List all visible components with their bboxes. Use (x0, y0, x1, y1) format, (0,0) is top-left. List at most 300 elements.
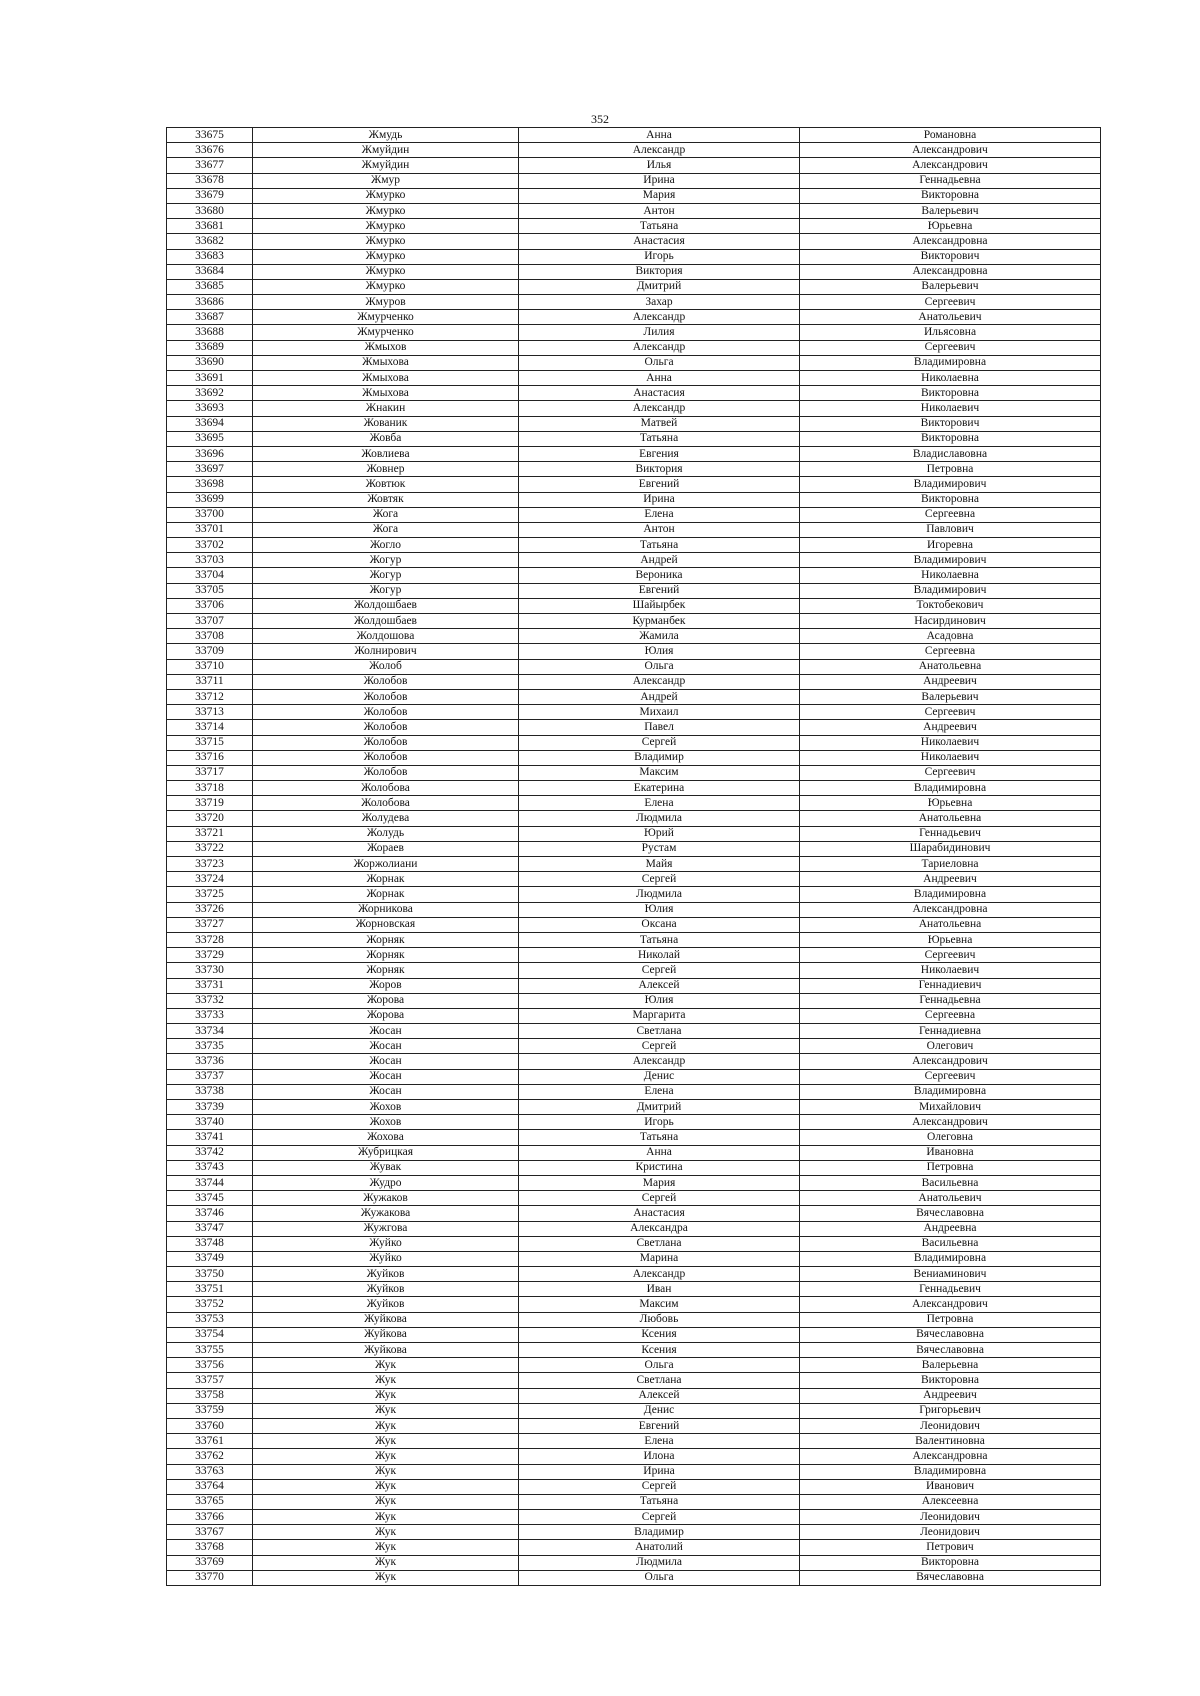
cell-first-name: Лилия (519, 325, 800, 340)
cell-first-name: Татьяна (519, 219, 800, 234)
cell-patronymic: Вячеславовна (800, 1327, 1101, 1342)
cell-surname: Жогло (253, 538, 519, 553)
cell-surname: Жук (253, 1555, 519, 1570)
cell-first-name: Сергей (519, 1479, 800, 1494)
cell-patronymic: Юрьевна (800, 796, 1101, 811)
cell-surname: Жужаков (253, 1191, 519, 1206)
cell-patronymic: Геннадьевич (800, 1282, 1101, 1297)
cell-first-name: Илона (519, 1449, 800, 1464)
cell-record-number: 33723 (167, 857, 253, 872)
cell-patronymic: Александрович (800, 158, 1101, 173)
table-row (167, 978, 1101, 993)
table-row (167, 629, 1101, 644)
cell-record-number: 33769 (167, 1555, 253, 1570)
cell-surname: Жмур (253, 173, 519, 188)
cell-surname: Жолнирович (253, 644, 519, 659)
cell-patronymic: Сергеевич (800, 948, 1101, 963)
cell-first-name: Александр (519, 401, 800, 416)
cell-patronymic: Асадовна (800, 629, 1101, 644)
table-row (167, 1221, 1101, 1236)
cell-surname: Жмудь (253, 128, 519, 143)
cell-patronymic: Игоревна (800, 538, 1101, 553)
cell-record-number: 33710 (167, 659, 253, 674)
cell-surname: Жораев (253, 841, 519, 856)
table-row (167, 507, 1101, 522)
cell-patronymic: Владимировна (800, 1251, 1101, 1266)
cell-patronymic: Михайлович (800, 1100, 1101, 1115)
cell-patronymic: Владимировна (800, 781, 1101, 796)
cell-surname: Жмурко (253, 234, 519, 249)
table-row (167, 264, 1101, 279)
cell-patronymic: Шарабидинович (800, 841, 1101, 856)
cell-record-number: 33685 (167, 279, 253, 294)
cell-record-number: 33733 (167, 1008, 253, 1023)
cell-record-number: 33762 (167, 1449, 253, 1464)
table-row (167, 963, 1101, 978)
cell-record-number: 33706 (167, 598, 253, 613)
cell-surname: Жук (253, 1570, 519, 1585)
cell-record-number: 33755 (167, 1343, 253, 1358)
cell-record-number: 33744 (167, 1175, 253, 1190)
cell-record-number: 33764 (167, 1479, 253, 1494)
table-row (167, 1570, 1101, 1585)
cell-first-name: Мария (519, 1175, 800, 1190)
table-row (167, 887, 1101, 902)
cell-patronymic: Юрьевна (800, 219, 1101, 234)
cell-surname: Жмыхова (253, 355, 519, 370)
cell-first-name: Александр (519, 310, 800, 325)
table-row (167, 1434, 1101, 1449)
table-row (167, 371, 1101, 386)
table-row (167, 1343, 1101, 1358)
cell-surname: Жувак (253, 1160, 519, 1175)
cell-record-number: 33734 (167, 1024, 253, 1039)
cell-first-name: Татьяна (519, 932, 800, 947)
cell-patronymic: Валерьевич (800, 279, 1101, 294)
cell-record-number: 33697 (167, 462, 253, 477)
cell-first-name: Юлия (519, 902, 800, 917)
cell-surname: Жолдошбаев (253, 598, 519, 613)
cell-first-name: Денис (519, 1069, 800, 1084)
cell-surname: Жохова (253, 1130, 519, 1145)
table-row (167, 993, 1101, 1008)
cell-first-name: Кристина (519, 1160, 800, 1175)
cell-first-name: Анастасия (519, 1206, 800, 1221)
cell-patronymic: Сергеевич (800, 705, 1101, 720)
cell-first-name: Людмила (519, 1555, 800, 1570)
table-row (167, 796, 1101, 811)
cell-patronymic: Иванович (800, 1479, 1101, 1494)
cell-surname: Жуйкова (253, 1312, 519, 1327)
cell-patronymic: Владимировна (800, 887, 1101, 902)
cell-patronymic: Геннадьевна (800, 173, 1101, 188)
table-row (167, 1358, 1101, 1373)
cell-record-number: 33699 (167, 492, 253, 507)
table-row (167, 598, 1101, 613)
cell-surname: Жолобов (253, 720, 519, 735)
cell-record-number: 33707 (167, 614, 253, 629)
cell-first-name: Светлана (519, 1024, 800, 1039)
cell-record-number: 33718 (167, 781, 253, 796)
cell-surname: Жук (253, 1510, 519, 1525)
cell-record-number: 33702 (167, 538, 253, 553)
cell-first-name: Людмила (519, 811, 800, 826)
table-row (167, 386, 1101, 401)
cell-record-number: 33701 (167, 522, 253, 537)
cell-patronymic: Викторовна (800, 386, 1101, 401)
cell-record-number: 33683 (167, 249, 253, 264)
table-row (167, 1054, 1101, 1069)
cell-first-name: Александр (519, 1054, 800, 1069)
cell-surname: Жуйко (253, 1251, 519, 1266)
table-row (167, 614, 1101, 629)
cell-surname: Жук (253, 1525, 519, 1540)
cell-record-number: 33708 (167, 629, 253, 644)
cell-first-name: Дмитрий (519, 279, 800, 294)
table-row (167, 234, 1101, 249)
cell-record-number: 33753 (167, 1312, 253, 1327)
cell-surname: Жук (253, 1358, 519, 1373)
cell-patronymic: Анатольевна (800, 811, 1101, 826)
cell-surname: Жук (253, 1434, 519, 1449)
cell-record-number: 33741 (167, 1130, 253, 1145)
cell-first-name: Ксения (519, 1327, 800, 1342)
cell-patronymic: Владимирович (800, 553, 1101, 568)
cell-surname: Жорова (253, 993, 519, 1008)
cell-first-name: Маргарита (519, 1008, 800, 1023)
cell-record-number: 33738 (167, 1084, 253, 1099)
cell-patronymic: Сергеевна (800, 644, 1101, 659)
cell-patronymic: Владиславовна (800, 446, 1101, 461)
cell-first-name: Андрей (519, 553, 800, 568)
cell-surname: Жога (253, 507, 519, 522)
cell-patronymic: Владимирович (800, 583, 1101, 598)
cell-record-number: 33682 (167, 234, 253, 249)
cell-surname: Жук (253, 1373, 519, 1388)
cell-patronymic: Олегович (800, 1039, 1101, 1054)
table-row (167, 902, 1101, 917)
cell-first-name: Игорь (519, 1115, 800, 1130)
cell-patronymic: Николаевна (800, 371, 1101, 386)
cell-surname: Жорняк (253, 963, 519, 978)
table-row (167, 1418, 1101, 1433)
cell-first-name: Матвей (519, 416, 800, 431)
table-row (167, 279, 1101, 294)
table-row (167, 1130, 1101, 1145)
cell-record-number: 33681 (167, 219, 253, 234)
table-row (167, 765, 1101, 780)
cell-patronymic: Николаевич (800, 735, 1101, 750)
cell-first-name: Александр (519, 1267, 800, 1282)
cell-record-number: 33756 (167, 1358, 253, 1373)
cell-first-name: Виктория (519, 264, 800, 279)
cell-patronymic: Петровна (800, 1160, 1101, 1175)
cell-surname: Жмуйдин (253, 143, 519, 158)
cell-patronymic: Александровна (800, 1449, 1101, 1464)
cell-surname: Жолудь (253, 826, 519, 841)
table-row (167, 553, 1101, 568)
cell-surname: Жосан (253, 1039, 519, 1054)
cell-record-number: 33713 (167, 705, 253, 720)
table-row (167, 1510, 1101, 1525)
table-row (167, 568, 1101, 583)
cell-record-number: 33690 (167, 355, 253, 370)
cell-first-name: Мария (519, 188, 800, 203)
cell-surname: Жованик (253, 416, 519, 431)
roster-table-body (167, 128, 1101, 1586)
cell-first-name: Ирина (519, 173, 800, 188)
cell-record-number: 33763 (167, 1464, 253, 1479)
cell-patronymic: Насирдинович (800, 614, 1101, 629)
cell-patronymic: Викторовна (800, 1555, 1101, 1570)
cell-patronymic: Александрович (800, 1297, 1101, 1312)
cell-surname: Жолобов (253, 705, 519, 720)
cell-record-number: 33691 (167, 371, 253, 386)
cell-first-name: Юрий (519, 826, 800, 841)
table-row (167, 644, 1101, 659)
cell-patronymic: Леонидович (800, 1525, 1101, 1540)
table-row (167, 1236, 1101, 1251)
cell-record-number: 33678 (167, 173, 253, 188)
cell-patronymic: Геннадьевна (800, 993, 1101, 1008)
cell-surname: Жорновская (253, 917, 519, 932)
cell-patronymic: Ильясовна (800, 325, 1101, 340)
cell-record-number: 33732 (167, 993, 253, 1008)
cell-record-number: 33730 (167, 963, 253, 978)
cell-patronymic: Викторовна (800, 188, 1101, 203)
table-row (167, 1024, 1101, 1039)
cell-first-name: Антон (519, 522, 800, 537)
cell-first-name: Татьяна (519, 1130, 800, 1145)
table-row (167, 1206, 1101, 1221)
table-row (167, 431, 1101, 446)
cell-record-number: 33737 (167, 1069, 253, 1084)
table-row (167, 1084, 1101, 1099)
cell-patronymic: Валерьевич (800, 689, 1101, 704)
table-row (167, 1039, 1101, 1054)
cell-record-number: 33726 (167, 902, 253, 917)
table-row (167, 1160, 1101, 1175)
cell-first-name: Юлия (519, 993, 800, 1008)
cell-patronymic: Павлович (800, 522, 1101, 537)
cell-first-name: Ирина (519, 1464, 800, 1479)
cell-surname: Жук (253, 1494, 519, 1509)
table-row (167, 1251, 1101, 1266)
table-row (167, 522, 1101, 537)
table-row (167, 158, 1101, 173)
cell-patronymic: Викторович (800, 249, 1101, 264)
cell-patronymic: Токтобекович (800, 598, 1101, 613)
cell-first-name: Татьяна (519, 538, 800, 553)
cell-surname: Жолобов (253, 674, 519, 689)
table-row (167, 1449, 1101, 1464)
cell-patronymic: Алексеевна (800, 1494, 1101, 1509)
cell-first-name: Шайырбек (519, 598, 800, 613)
cell-record-number: 33736 (167, 1054, 253, 1069)
cell-patronymic: Петровна (800, 462, 1101, 477)
cell-first-name: Евгений (519, 1418, 800, 1433)
cell-patronymic: Романовна (800, 128, 1101, 143)
cell-surname: Жук (253, 1418, 519, 1433)
table-row (167, 948, 1101, 963)
cell-surname: Жогур (253, 553, 519, 568)
cell-surname: Жорникова (253, 902, 519, 917)
cell-record-number: 33727 (167, 917, 253, 932)
cell-surname: Жужакова (253, 1206, 519, 1221)
cell-surname: Жоров (253, 978, 519, 993)
cell-first-name: Елена (519, 1434, 800, 1449)
cell-patronymic: Викторовна (800, 431, 1101, 446)
cell-surname: Жмыхов (253, 340, 519, 355)
table-row (167, 492, 1101, 507)
cell-first-name: Елена (519, 796, 800, 811)
cell-patronymic: Александрович (800, 143, 1101, 158)
table-row (167, 1115, 1101, 1130)
cell-first-name: Анатолий (519, 1540, 800, 1555)
page-number: 352 (591, 112, 609, 126)
cell-first-name: Максим (519, 1297, 800, 1312)
cell-patronymic: Андреевич (800, 674, 1101, 689)
cell-patronymic: Валерьевич (800, 203, 1101, 218)
cell-record-number: 33688 (167, 325, 253, 340)
table-row (167, 416, 1101, 431)
table-row (167, 857, 1101, 872)
cell-first-name: Людмила (519, 887, 800, 902)
cell-first-name: Сергей (519, 963, 800, 978)
cell-patronymic: Александрович (800, 1054, 1101, 1069)
cell-first-name: Максим (519, 765, 800, 780)
cell-patronymic: Александровна (800, 234, 1101, 249)
cell-first-name: Виктория (519, 462, 800, 477)
table-row (167, 188, 1101, 203)
cell-record-number: 33743 (167, 1160, 253, 1175)
table-row (167, 1100, 1101, 1115)
cell-surname: Жосан (253, 1084, 519, 1099)
cell-first-name: Татьяна (519, 1494, 800, 1509)
table-row (167, 173, 1101, 188)
cell-first-name: Анастасия (519, 234, 800, 249)
cell-patronymic: Леонидович (800, 1418, 1101, 1433)
table-row (167, 1145, 1101, 1160)
cell-surname: Жубрицкая (253, 1145, 519, 1160)
cell-first-name: Оксана (519, 917, 800, 932)
table-row (167, 1403, 1101, 1418)
cell-first-name: Татьяна (519, 431, 800, 446)
cell-surname: Жолобова (253, 796, 519, 811)
cell-patronymic: Вячеславовна (800, 1570, 1101, 1585)
table-row (167, 219, 1101, 234)
cell-record-number: 33750 (167, 1267, 253, 1282)
table-row (167, 841, 1101, 856)
cell-surname: Жолобов (253, 689, 519, 704)
cell-surname: Жуйков (253, 1297, 519, 1312)
cell-record-number: 33770 (167, 1570, 253, 1585)
table-row (167, 1555, 1101, 1570)
cell-record-number: 33717 (167, 765, 253, 780)
table-row (167, 1191, 1101, 1206)
cell-surname: Жоржолиани (253, 857, 519, 872)
cell-record-number: 33739 (167, 1100, 253, 1115)
cell-patronymic: Сергеевич (800, 295, 1101, 310)
cell-first-name: Андрей (519, 689, 800, 704)
cell-patronymic: Андреевна (800, 1221, 1101, 1236)
cell-record-number: 33748 (167, 1236, 253, 1251)
table-row (167, 1008, 1101, 1023)
cell-record-number: 33761 (167, 1434, 253, 1449)
cell-first-name: Ольга (519, 659, 800, 674)
table-row (167, 310, 1101, 325)
cell-record-number: 33686 (167, 295, 253, 310)
cell-patronymic: Николаевна (800, 568, 1101, 583)
cell-first-name: Вероника (519, 568, 800, 583)
table-row (167, 932, 1101, 947)
cell-record-number: 33731 (167, 978, 253, 993)
cell-first-name: Илья (519, 158, 800, 173)
table-row (167, 1494, 1101, 1509)
cell-first-name: Светлана (519, 1373, 800, 1388)
cell-first-name: Жамила (519, 629, 800, 644)
cell-first-name: Екатерина (519, 781, 800, 796)
table-row (167, 720, 1101, 735)
cell-patronymic: Юрьевна (800, 932, 1101, 947)
table-row (167, 1297, 1101, 1312)
cell-patronymic: Петрович (800, 1540, 1101, 1555)
cell-record-number: 33696 (167, 446, 253, 461)
cell-first-name: Сергей (519, 1510, 800, 1525)
cell-first-name: Захар (519, 295, 800, 310)
table-row (167, 462, 1101, 477)
cell-surname: Жорова (253, 1008, 519, 1023)
cell-surname: Жнакин (253, 401, 519, 416)
cell-first-name: Ирина (519, 492, 800, 507)
cell-surname: Жук (253, 1464, 519, 1479)
table-row (167, 538, 1101, 553)
cell-surname: Жмуйдин (253, 158, 519, 173)
cell-patronymic: Анатольевич (800, 310, 1101, 325)
table-row (167, 781, 1101, 796)
table-row (167, 1525, 1101, 1540)
table-row (167, 203, 1101, 218)
cell-record-number: 33724 (167, 872, 253, 887)
cell-surname: Жук (253, 1540, 519, 1555)
cell-surname: Жолобов (253, 735, 519, 750)
table-row (167, 917, 1101, 932)
table-row (167, 143, 1101, 158)
cell-patronymic: Геннадиевич (800, 978, 1101, 993)
cell-first-name: Владимир (519, 750, 800, 765)
cell-first-name: Марина (519, 1251, 800, 1266)
cell-first-name: Евгений (519, 477, 800, 492)
cell-record-number: 33749 (167, 1251, 253, 1266)
cell-patronymic: Анатольевна (800, 917, 1101, 932)
cell-surname: Жук (253, 1403, 519, 1418)
cell-first-name: Михаил (519, 705, 800, 720)
cell-record-number: 33766 (167, 1510, 253, 1525)
cell-record-number: 33759 (167, 1403, 253, 1418)
table-row (167, 1479, 1101, 1494)
cell-surname: Жуйкова (253, 1327, 519, 1342)
cell-record-number: 33716 (167, 750, 253, 765)
cell-surname: Жолобова (253, 781, 519, 796)
cell-surname: Жохов (253, 1100, 519, 1115)
cell-patronymic: Сергеевна (800, 507, 1101, 522)
cell-surname: Жолоб (253, 659, 519, 674)
cell-record-number: 33703 (167, 553, 253, 568)
table-row (167, 674, 1101, 689)
cell-surname: Жога (253, 522, 519, 537)
table-row (167, 295, 1101, 310)
cell-record-number: 33722 (167, 841, 253, 856)
